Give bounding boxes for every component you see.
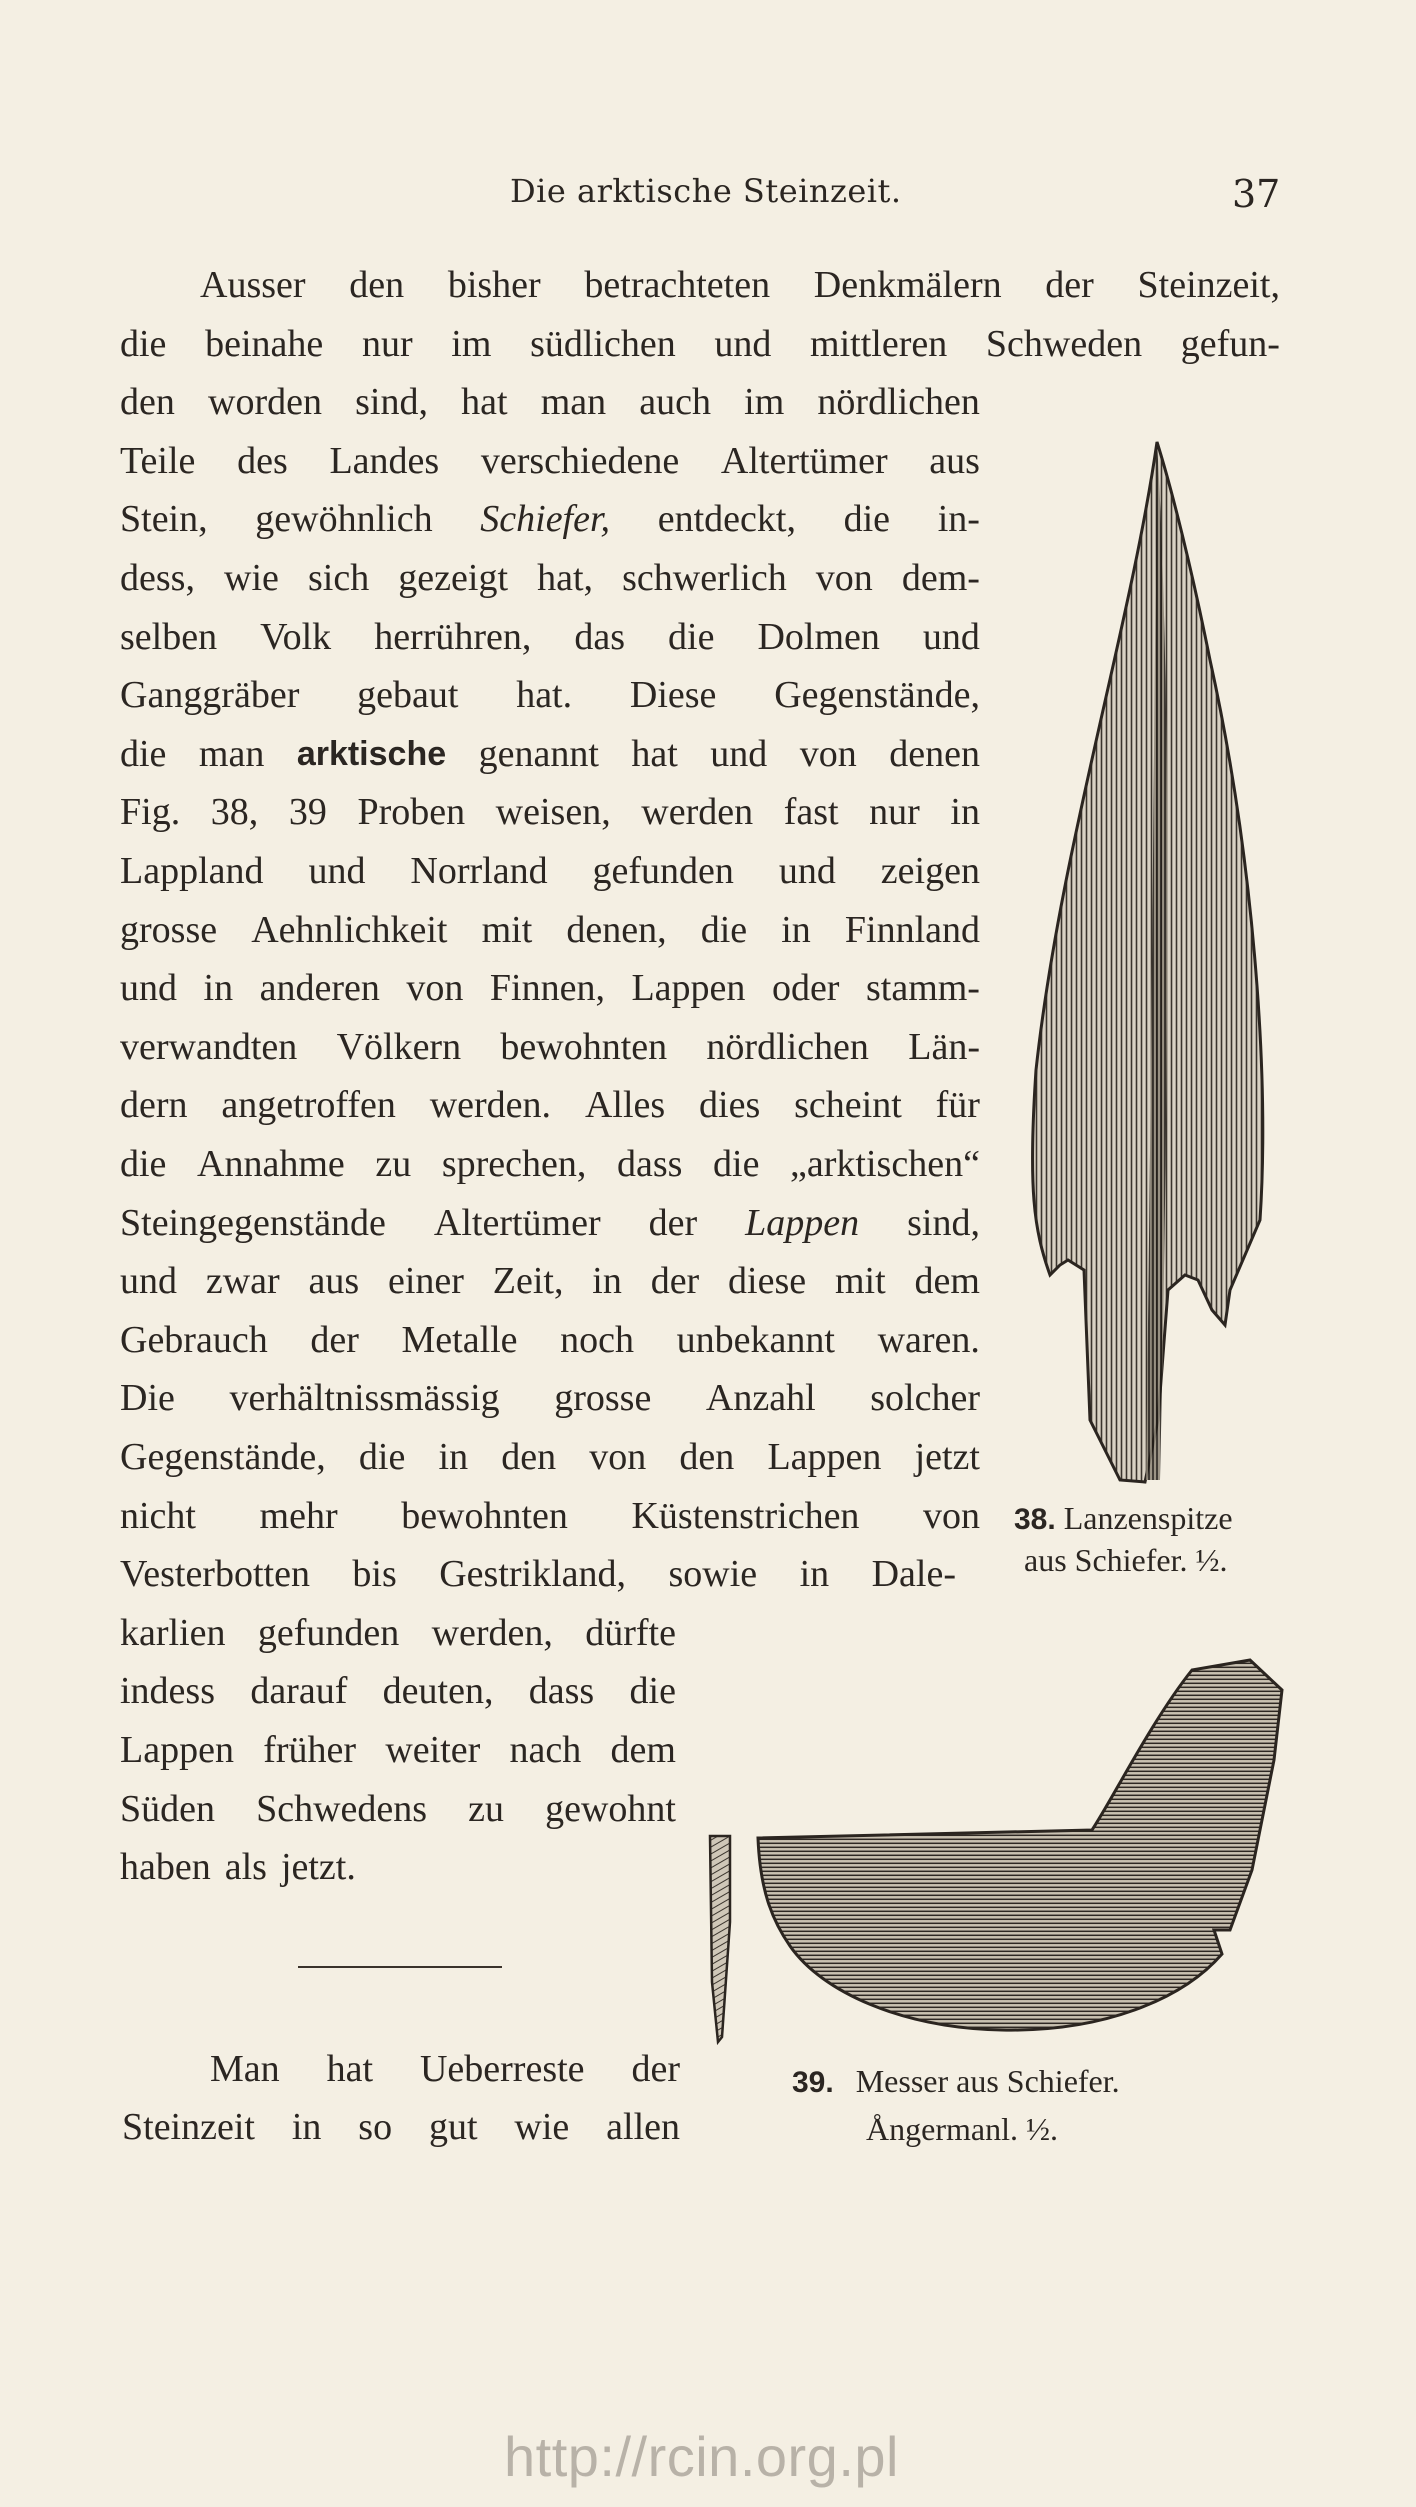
word: dies [699, 1084, 761, 1127]
word: Küstenstrichen [631, 1494, 860, 1537]
word: gefunden [592, 850, 734, 892]
word: sich [307, 557, 370, 599]
word: früher [263, 1729, 357, 1771]
word: Gebrauch [120, 1318, 268, 1361]
figure-39-caption-line1: Messer aus Schiefer. [855, 2063, 1120, 2099]
word: Metalle [401, 1318, 518, 1361]
word: in [950, 791, 980, 834]
word: hat [326, 2048, 374, 2090]
word: in [592, 1260, 622, 1303]
text-line [120, 901, 980, 959]
word: karlien [120, 1611, 226, 1654]
figure-38-spearhead [1020, 430, 1290, 1490]
word: für [935, 1084, 980, 1127]
word: mit [481, 908, 533, 951]
word: Schweden [985, 322, 1143, 365]
word: sind, [355, 381, 428, 424]
word: dem [610, 1729, 676, 1771]
word: Lappen [631, 967, 746, 1010]
text-line [120, 1252, 980, 1310]
word: der [631, 2048, 680, 2090]
word: 39 [288, 791, 327, 834]
text-line [120, 666, 980, 724]
word: aus [308, 1260, 360, 1303]
word: entdeckt, [657, 498, 796, 541]
word: die [120, 732, 167, 775]
word: und [120, 967, 177, 1010]
word: und [714, 322, 772, 365]
word: worden [208, 381, 322, 424]
text-line [120, 842, 980, 900]
word: Anzahl [705, 1377, 816, 1420]
word: hat. [516, 674, 573, 717]
page-number: 37 [1232, 172, 1281, 216]
word: zu [468, 1787, 505, 1830]
word: Län- [908, 1025, 980, 1068]
word: der [1045, 264, 1094, 306]
word: Ueberreste [419, 2048, 585, 2090]
word: grosse [120, 908, 218, 951]
word: Gegenstände, [120, 1436, 326, 1478]
word: von [799, 732, 857, 775]
word: denen [889, 732, 980, 775]
word: der [648, 1201, 698, 1244]
word: zu [375, 1143, 412, 1185]
word: unbekannt [676, 1318, 835, 1361]
text-line [120, 1838, 676, 1896]
word: in [203, 967, 234, 1010]
word: denen, [566, 908, 667, 951]
word: im [744, 381, 785, 424]
word: und [120, 1260, 177, 1303]
text-line [120, 1194, 980, 1252]
word: in [799, 1553, 830, 1596]
word: dern [120, 1084, 188, 1127]
word: in [438, 1436, 469, 1478]
word: Aehnlichkeit [251, 908, 448, 951]
text-line [120, 1076, 980, 1134]
text-line [120, 1018, 980, 1076]
word: Stein, [120, 498, 208, 541]
word: zeigen [880, 850, 980, 892]
word: die [668, 615, 715, 658]
text-line [120, 783, 980, 841]
text-line [120, 608, 980, 666]
figure-38-caption-line2: aus Schiefer. [1024, 1542, 1188, 1578]
text-line [120, 1487, 980, 1545]
word: Süden [120, 1787, 215, 1830]
word: nur [869, 791, 920, 834]
word: verhältnissmässig [229, 1377, 500, 1420]
figure-38-caption-2 [1024, 1539, 1228, 1581]
word: oder [771, 967, 840, 1010]
word: betrachteten [584, 264, 771, 306]
word: Gestrikland, [439, 1553, 627, 1596]
text-line [120, 373, 980, 431]
word: „arktischen“ [790, 1143, 980, 1185]
text-line [120, 1780, 676, 1838]
word: verwandten [120, 1025, 298, 1068]
text-line [120, 725, 980, 783]
word: von [589, 1436, 647, 1478]
word: gebaut [357, 674, 459, 717]
word: die [629, 1670, 676, 1713]
word: Norrland [410, 850, 548, 892]
section-start-line [210, 2040, 680, 2098]
word: hat [631, 732, 678, 775]
word: Schiefer, [480, 498, 611, 541]
word: zwar [205, 1260, 280, 1303]
word: mittleren [810, 322, 948, 365]
word: und [308, 850, 366, 892]
word: von [406, 967, 464, 1010]
word: noch [560, 1318, 635, 1361]
word: den [679, 1436, 735, 1478]
word: im [451, 322, 492, 365]
figure-39-caption-2 [866, 2108, 1058, 2150]
word: weiter [385, 1729, 481, 1771]
word: Finnland [844, 908, 980, 951]
text-line [120, 1545, 956, 1603]
word: gewöhnlich [255, 498, 433, 541]
word: beinahe [205, 322, 324, 365]
word: bis [352, 1553, 397, 1596]
knife-shape [758, 1660, 1282, 2030]
word: von [815, 557, 873, 599]
word: nur [361, 322, 413, 365]
word: so [358, 2106, 393, 2148]
word: Lappland [120, 850, 264, 892]
word: dem- [901, 557, 980, 599]
word: Lappen [745, 1201, 860, 1244]
figure-39-caption-line2: Ångermanl. [866, 2111, 1018, 2147]
word: stamm- [865, 967, 980, 1010]
word: waren. [877, 1318, 980, 1361]
word: auch [639, 381, 712, 424]
word: Finnen, [489, 967, 605, 1010]
word: sprechen, [441, 1143, 587, 1185]
word: solcher [870, 1377, 980, 1420]
word: man [198, 732, 265, 775]
word: in [291, 2106, 322, 2148]
word: fast [783, 791, 839, 834]
word: Landes [329, 439, 440, 482]
word: den [349, 264, 405, 306]
word: Steingegenstände [120, 1201, 386, 1244]
word: bewohnten [500, 1025, 668, 1068]
word: aus [929, 439, 980, 482]
word: Annahme [197, 1143, 345, 1185]
word: arktische [296, 734, 447, 773]
word: Dolmen [757, 615, 880, 658]
figure-39-number: 39. [792, 2066, 834, 2099]
word: in- [937, 498, 980, 541]
word: Man [210, 2048, 280, 2090]
word: Teile [120, 439, 196, 482]
word: des [237, 439, 288, 482]
word: Die [120, 1377, 175, 1420]
word: allen [606, 2106, 680, 2148]
text-line [120, 315, 1280, 373]
word: Proben [357, 791, 466, 834]
text-line [120, 1428, 980, 1486]
word: die [843, 498, 891, 541]
word: Steinzeit, [1137, 264, 1280, 306]
word: die [713, 1143, 760, 1185]
word: Alles [584, 1084, 666, 1127]
word: 38, [210, 791, 259, 834]
figure-38-scale: ½. [1195, 1542, 1228, 1578]
word: selben [120, 615, 218, 658]
word: darauf [250, 1670, 348, 1713]
word: werden, [431, 1611, 553, 1654]
word: jetzt. [280, 1846, 356, 1889]
figure-39-scale: ½. [1025, 2111, 1058, 2147]
word: nördlichen [706, 1025, 869, 1068]
word: werden [641, 791, 754, 834]
word: Völkern [336, 1025, 462, 1068]
word: mit [834, 1260, 886, 1303]
word: Gegenstände, [774, 674, 980, 717]
word: Lappen [120, 1729, 234, 1771]
word: Lappen [767, 1436, 882, 1478]
word: von [923, 1494, 980, 1537]
word: Vesterbotten [120, 1553, 310, 1596]
word: der [310, 1318, 359, 1361]
word: Ausser [200, 264, 306, 306]
word: scheint [794, 1084, 902, 1127]
word: dass [616, 1143, 683, 1185]
word: die [120, 322, 167, 365]
word: herrühren, [374, 615, 532, 658]
text-line [120, 959, 980, 1017]
word: Zeit, [492, 1260, 564, 1303]
word: angetroffen [221, 1084, 396, 1127]
word: nicht [120, 1494, 196, 1537]
word: die [358, 1436, 406, 1478]
word: hat [461, 381, 508, 424]
word: bisher [447, 264, 541, 306]
word: Denkmälern [813, 264, 1002, 306]
word: haben [120, 1846, 211, 1889]
word: dess, [120, 557, 195, 599]
figure-38-number: 38. [1014, 1503, 1056, 1536]
word: die [120, 1143, 167, 1185]
word: Volk [260, 615, 332, 658]
word: und [922, 615, 980, 658]
word: südlichen [530, 322, 676, 365]
word: das [574, 615, 626, 658]
text-line [120, 1135, 980, 1193]
word: Altertümer [433, 1201, 601, 1244]
word: in [781, 908, 811, 951]
word: als [224, 1846, 267, 1889]
word: sind, [907, 1201, 980, 1244]
word: Steinzeit [122, 2106, 255, 2148]
text-line [120, 432, 980, 490]
text-line [120, 1604, 676, 1662]
word: wie [514, 2106, 570, 2148]
word: nördlichen [817, 381, 980, 424]
word: jetzt [914, 1436, 980, 1478]
word: anderen [259, 967, 380, 1010]
word: dürfte [585, 1611, 676, 1654]
text-line [120, 490, 980, 548]
figure-39-knife [752, 1650, 1292, 2050]
word: deuten, [382, 1670, 494, 1713]
word: Diese [629, 674, 717, 717]
word: mehr [259, 1494, 338, 1537]
word: man [540, 381, 607, 424]
word: weisen, [495, 791, 611, 834]
word: den [501, 1436, 557, 1478]
word: den [120, 381, 175, 424]
text-line [120, 1721, 676, 1779]
word: gewohnt [545, 1787, 676, 1830]
word: und [710, 732, 768, 775]
word: bewohnten [401, 1494, 568, 1537]
figure-39-knife-edge-view [700, 1832, 740, 2047]
watermark-url: http://rcin.org.pl [504, 2425, 899, 2488]
section-divider [298, 1966, 502, 1968]
word: sowie [668, 1553, 758, 1596]
word: verschiedene [480, 439, 680, 482]
word: Schwedens [256, 1787, 428, 1830]
word: dem [914, 1260, 980, 1303]
word: grosse [554, 1377, 652, 1420]
text-line [120, 1369, 980, 1427]
figure-38-caption-line1: Lanzenspitze [1063, 1500, 1233, 1536]
word: werden. [429, 1084, 552, 1127]
word: dass [528, 1670, 595, 1713]
word: gezeigt [398, 557, 508, 599]
running-title: Die arktische Steinzeit. [510, 172, 902, 210]
word: gut [428, 2106, 478, 2148]
word: einer [387, 1260, 464, 1303]
word: Altertümer [720, 439, 888, 482]
word: indess [120, 1670, 215, 1713]
word: der [650, 1260, 700, 1303]
word: Fig. [120, 791, 181, 834]
word: nach [509, 1729, 582, 1771]
word: schwerlich [622, 557, 787, 599]
word: wie [224, 557, 279, 599]
figure-39-caption [792, 2060, 1120, 2104]
word: hat, [537, 557, 594, 599]
word: genannt [478, 732, 599, 775]
word: gefunden [257, 1611, 400, 1654]
text-line [120, 1311, 980, 1369]
section-start-line [122, 2098, 680, 2156]
word: Ganggräber [120, 674, 300, 717]
text-line [120, 549, 980, 607]
word: diese [728, 1260, 807, 1303]
figure-38-caption [1014, 1497, 1233, 1541]
word: die [700, 908, 748, 951]
word: und [778, 850, 836, 892]
word: Dale- [871, 1553, 956, 1596]
word: gefun- [1180, 322, 1280, 365]
text-line [120, 1662, 676, 1720]
text-line [200, 256, 1280, 314]
spearhead-shape [1032, 442, 1262, 1482]
